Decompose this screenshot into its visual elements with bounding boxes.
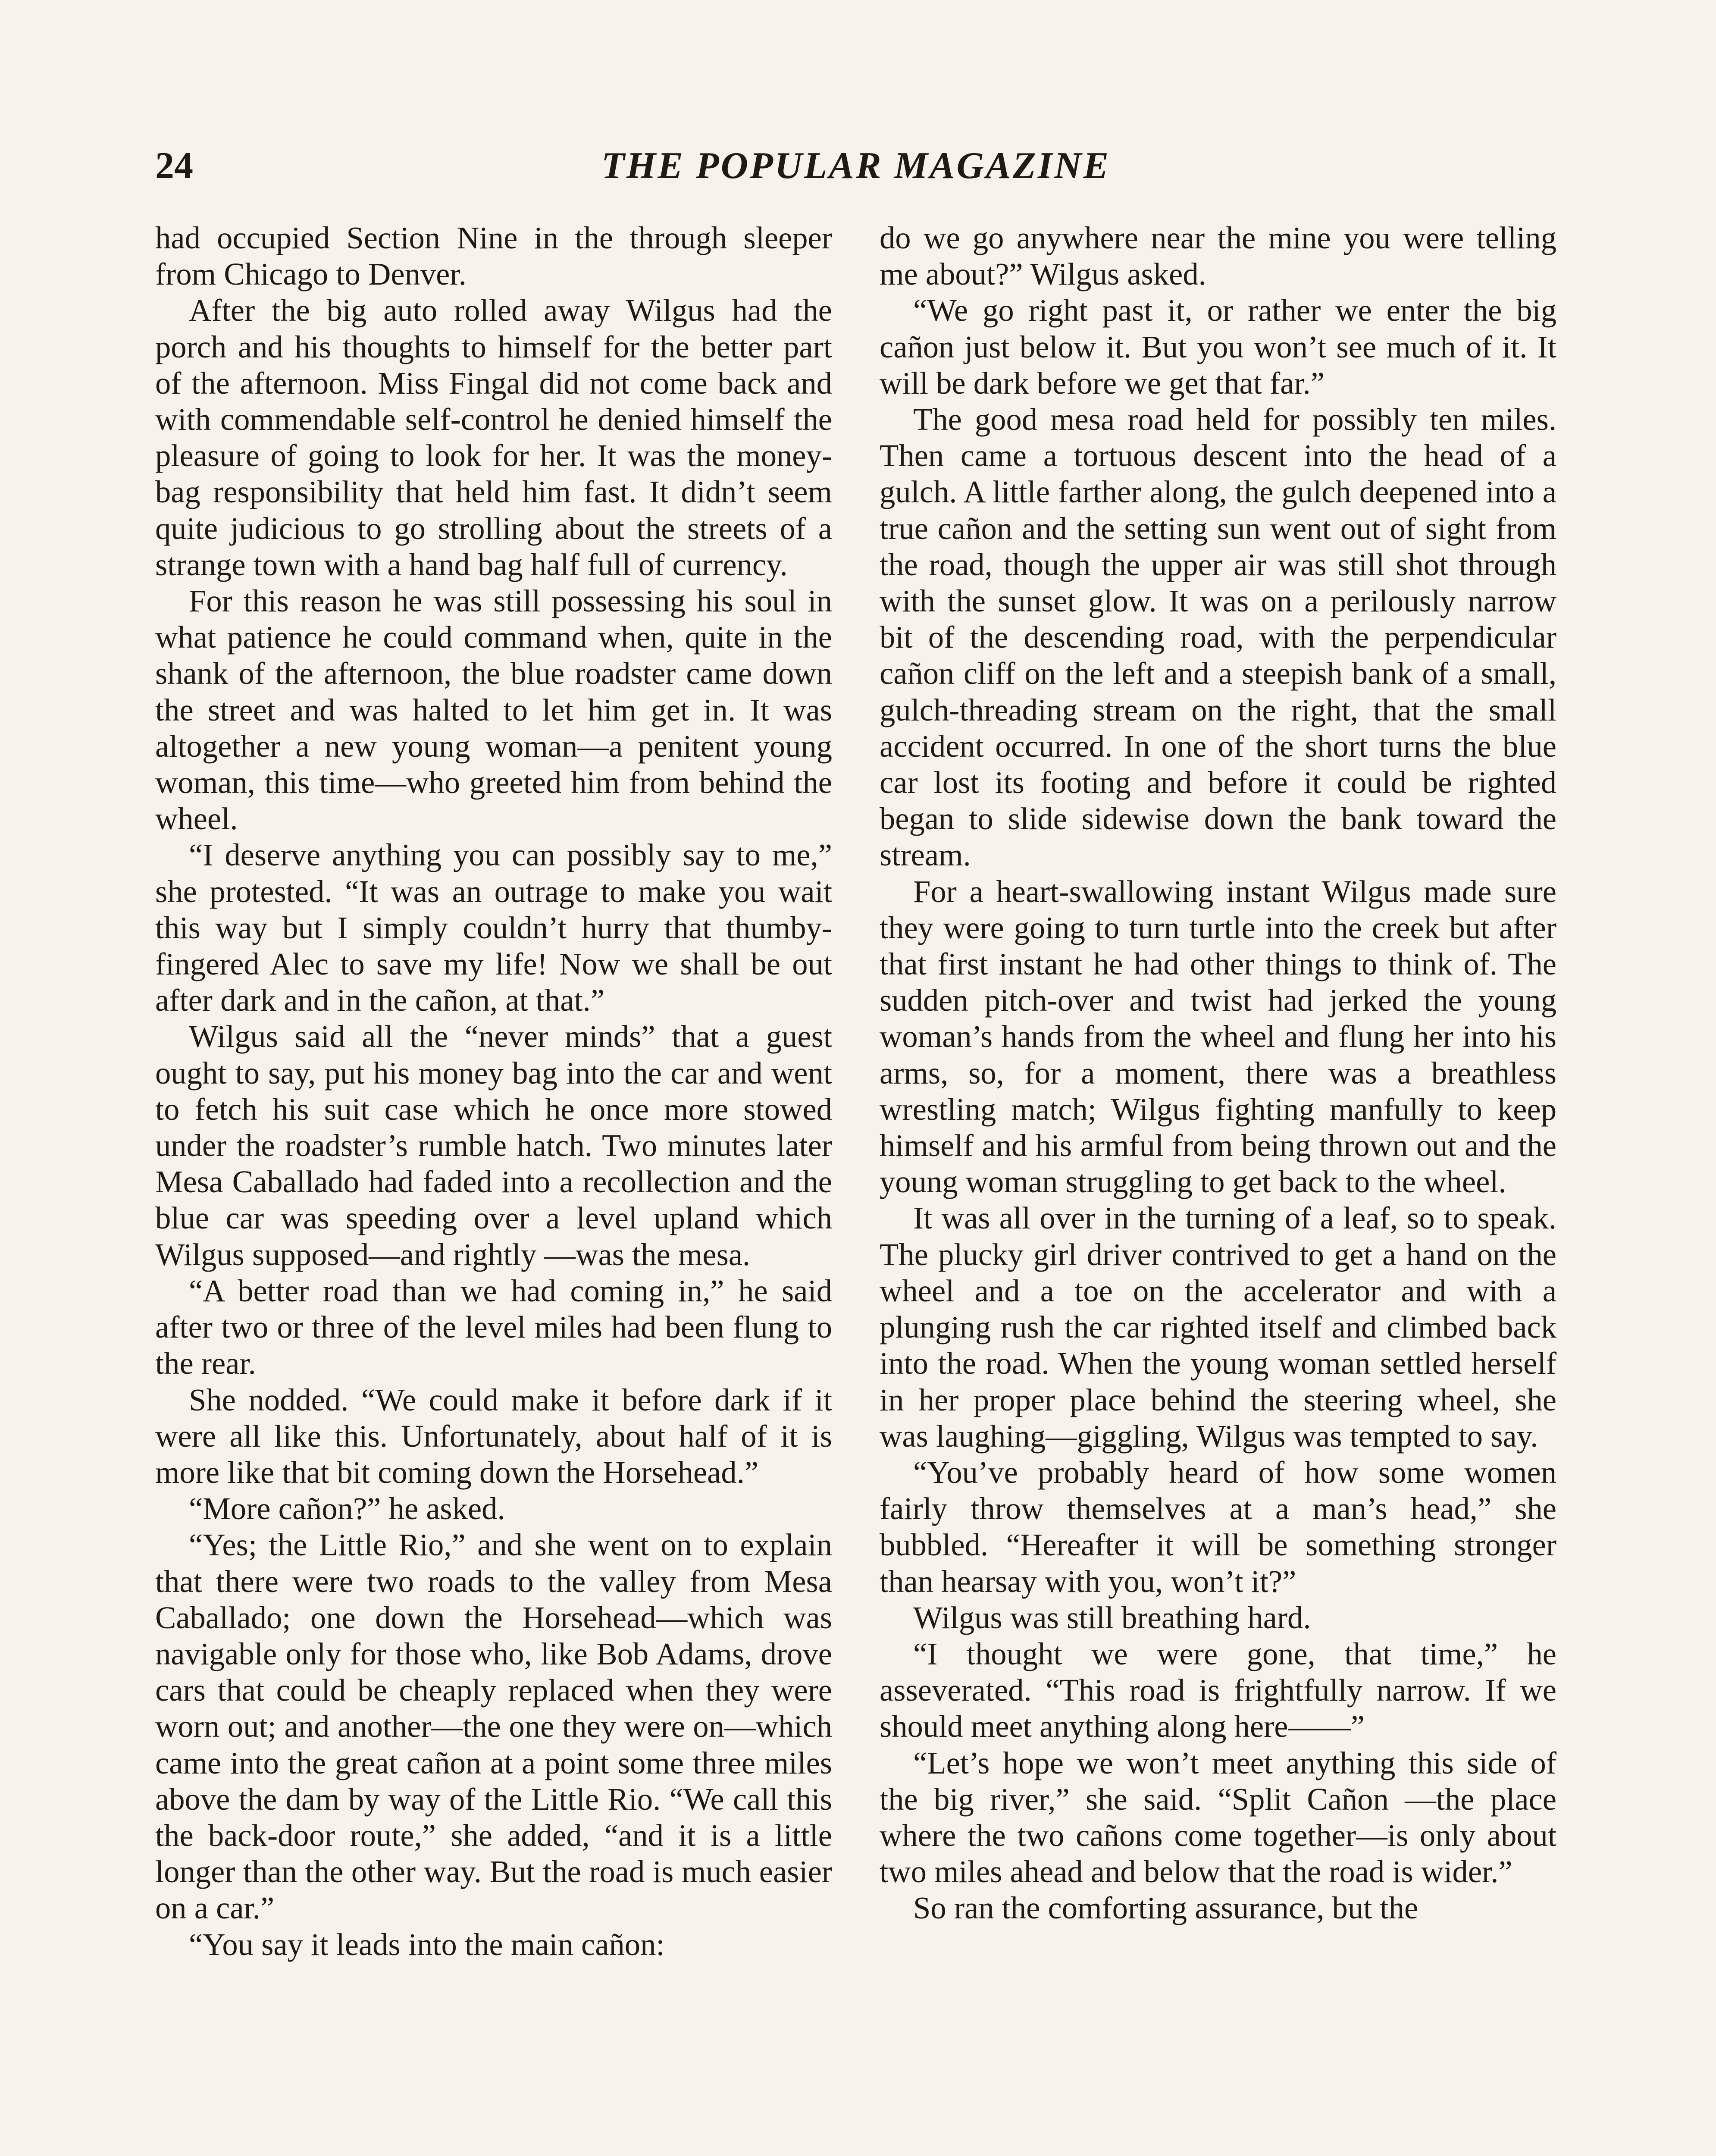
paragraph: She nodded. “We could make it before dark if it were all like this. Unfortunately, about half of it is more like that bit coming down the Horsehead.” <box>155 1382 832 1490</box>
paragraph: It was all over in the turning of a leaf, so to speak. The plucky girl driver contrived to get a hand on the wheel and a toe on the accelerator and with a plunging rush the car righted itself and climbed back into the road. When the young woman settled herself in her proper place behind the steering wheel, she was laughing—giggling, Wilgus was tempted to say. <box>880 1200 1556 1454</box>
left-column <box>155 220 832 1963</box>
paragraph: “You’ve probably heard of how some women fairly throw themselves at a man’s head,” she bubbled. “Hereafter it will be something stronger than hearsay with you, won’t it?” <box>880 1454 1556 1599</box>
paragraph: “I deserve anything you can possibly say to me,” she protested. “It was an outrage to make you wait this way but I simply couldn’t hurry that thumby-fingered Alec to save my life! Now we shall be out after dark and in the cañon, at that.” <box>155 837 832 1018</box>
paragraph: Wilgus was still breathing hard. <box>913 1600 1311 1635</box>
paragraph: had occupied Section Nine in the through sleeper from Chicago to Denver. <box>155 220 832 292</box>
paragraph: “Let’s hope we won’t meet anything this side of the big river,” she said. “Split Cañon —the place where the two cañons come together—is only about two miles ahead and below that the road is wider.” <box>880 1745 1556 1890</box>
paragraph: “More cañon?” he asked. <box>189 1491 505 1526</box>
paragraph: do we go anywhere near the mine you were telling me about?” Wilgus asked. <box>880 220 1556 292</box>
right-column <box>880 220 1556 1927</box>
magazine-title: THE POPULAR MAGAZINE <box>601 145 1111 187</box>
paragraph: For this reason he was still possessing his soul in what patience he could command when, quite in the shank of the afternoon, the blue roadster came down the street and was halted to let him get in. It was altogether a new young woman—a penitent young woman, this time—who greeted him from behind the wheel. <box>155 583 832 837</box>
paragraph: Wilgus said all the “never minds” that a guest ought to say, put his money bag into the car and went to fetch his suit case which he once more stowed under the roadster’s rumble hatch. Two minutes later Mesa Caballado had faded into a recollection and the blue car was speeding over a level upland which Wilgus supposed—and rightly —was the mesa. <box>155 1019 832 1272</box>
paragraph: After the big auto rolled away Wilgus had the porch and his thoughts to himself for the better part of the afternoon. Miss Fingal did not come back and with commendable self-control he denied himself the pleasure of going to look for her. It was the money-bag responsibility that held him fast. It didn’t seem quite judicious to go strolling about the streets of a strange town with a hand bag half full of currency. <box>155 293 832 582</box>
paragraph: “We go right past it, or rather we enter the big cañon just below it. But you won’t see much of it. It will be dark before we get that far.” <box>880 293 1556 401</box>
paragraph: The good mesa road held for possibly ten miles. Then came a tortuous descent into the head of a gulch. A little farther along, the gulch deepened into a true cañon and the setting sun went out of sight from the road, though the upper air was still shot through with the sunset glow. It was on a perilously narrow bit of the descending road, with the perpendicular cañon cliff on the left and a steepish bank of a small, gulch-threading stream on the right, that the small accident occurred. In one of the short turns the blue car lost its footing and before it could be righted began to slide sidewise down the bank toward the stream. <box>880 402 1556 873</box>
paragraph: “I thought we were gone, that time,” he asseverated. “This road is frightfully narrow. If we should meet anything along here——” <box>880 1636 1556 1744</box>
paragraph: “You say it leads into the main cañon: <box>189 1927 665 1962</box>
page-number: 24 <box>155 145 193 187</box>
paragraph: “A better road than we had coming in,” he said after two or three of the level miles had been flung to the rear. <box>155 1273 832 1381</box>
paragraph: So ran the comforting assurance, but the <box>913 1890 1419 1926</box>
paragraph: “Yes; the Little Rio,” and she went on to explain that there were two roads to the valley from Mesa Caballado; one down the Horsehead—which was navigable only for those who, like Bob Adams, drove cars that could be cheaply replaced when they were worn out; and another—the one they were on—which came into the great cañon at a point some three miles above the dam by way of the Little Rio. “We call this the back-door route,” she added, “and it is a little longer than the other way. But the road is much easier on a car.” <box>155 1527 832 1926</box>
page-header <box>155 142 1556 198</box>
paragraph: For a heart-swallowing instant Wilgus made sure they were going to turn turtle into the creek but after that first instant he had other things to think of. The sudden pitch-over and twist had jerked the young woman’s hands from the wheel and flung her into his arms, so, for a moment, there was a breathless wrestling match; Wilgus fighting manfully to keep himself and his armful from being thrown out and the young woman struggling to get back to the wheel. <box>880 874 1556 1200</box>
